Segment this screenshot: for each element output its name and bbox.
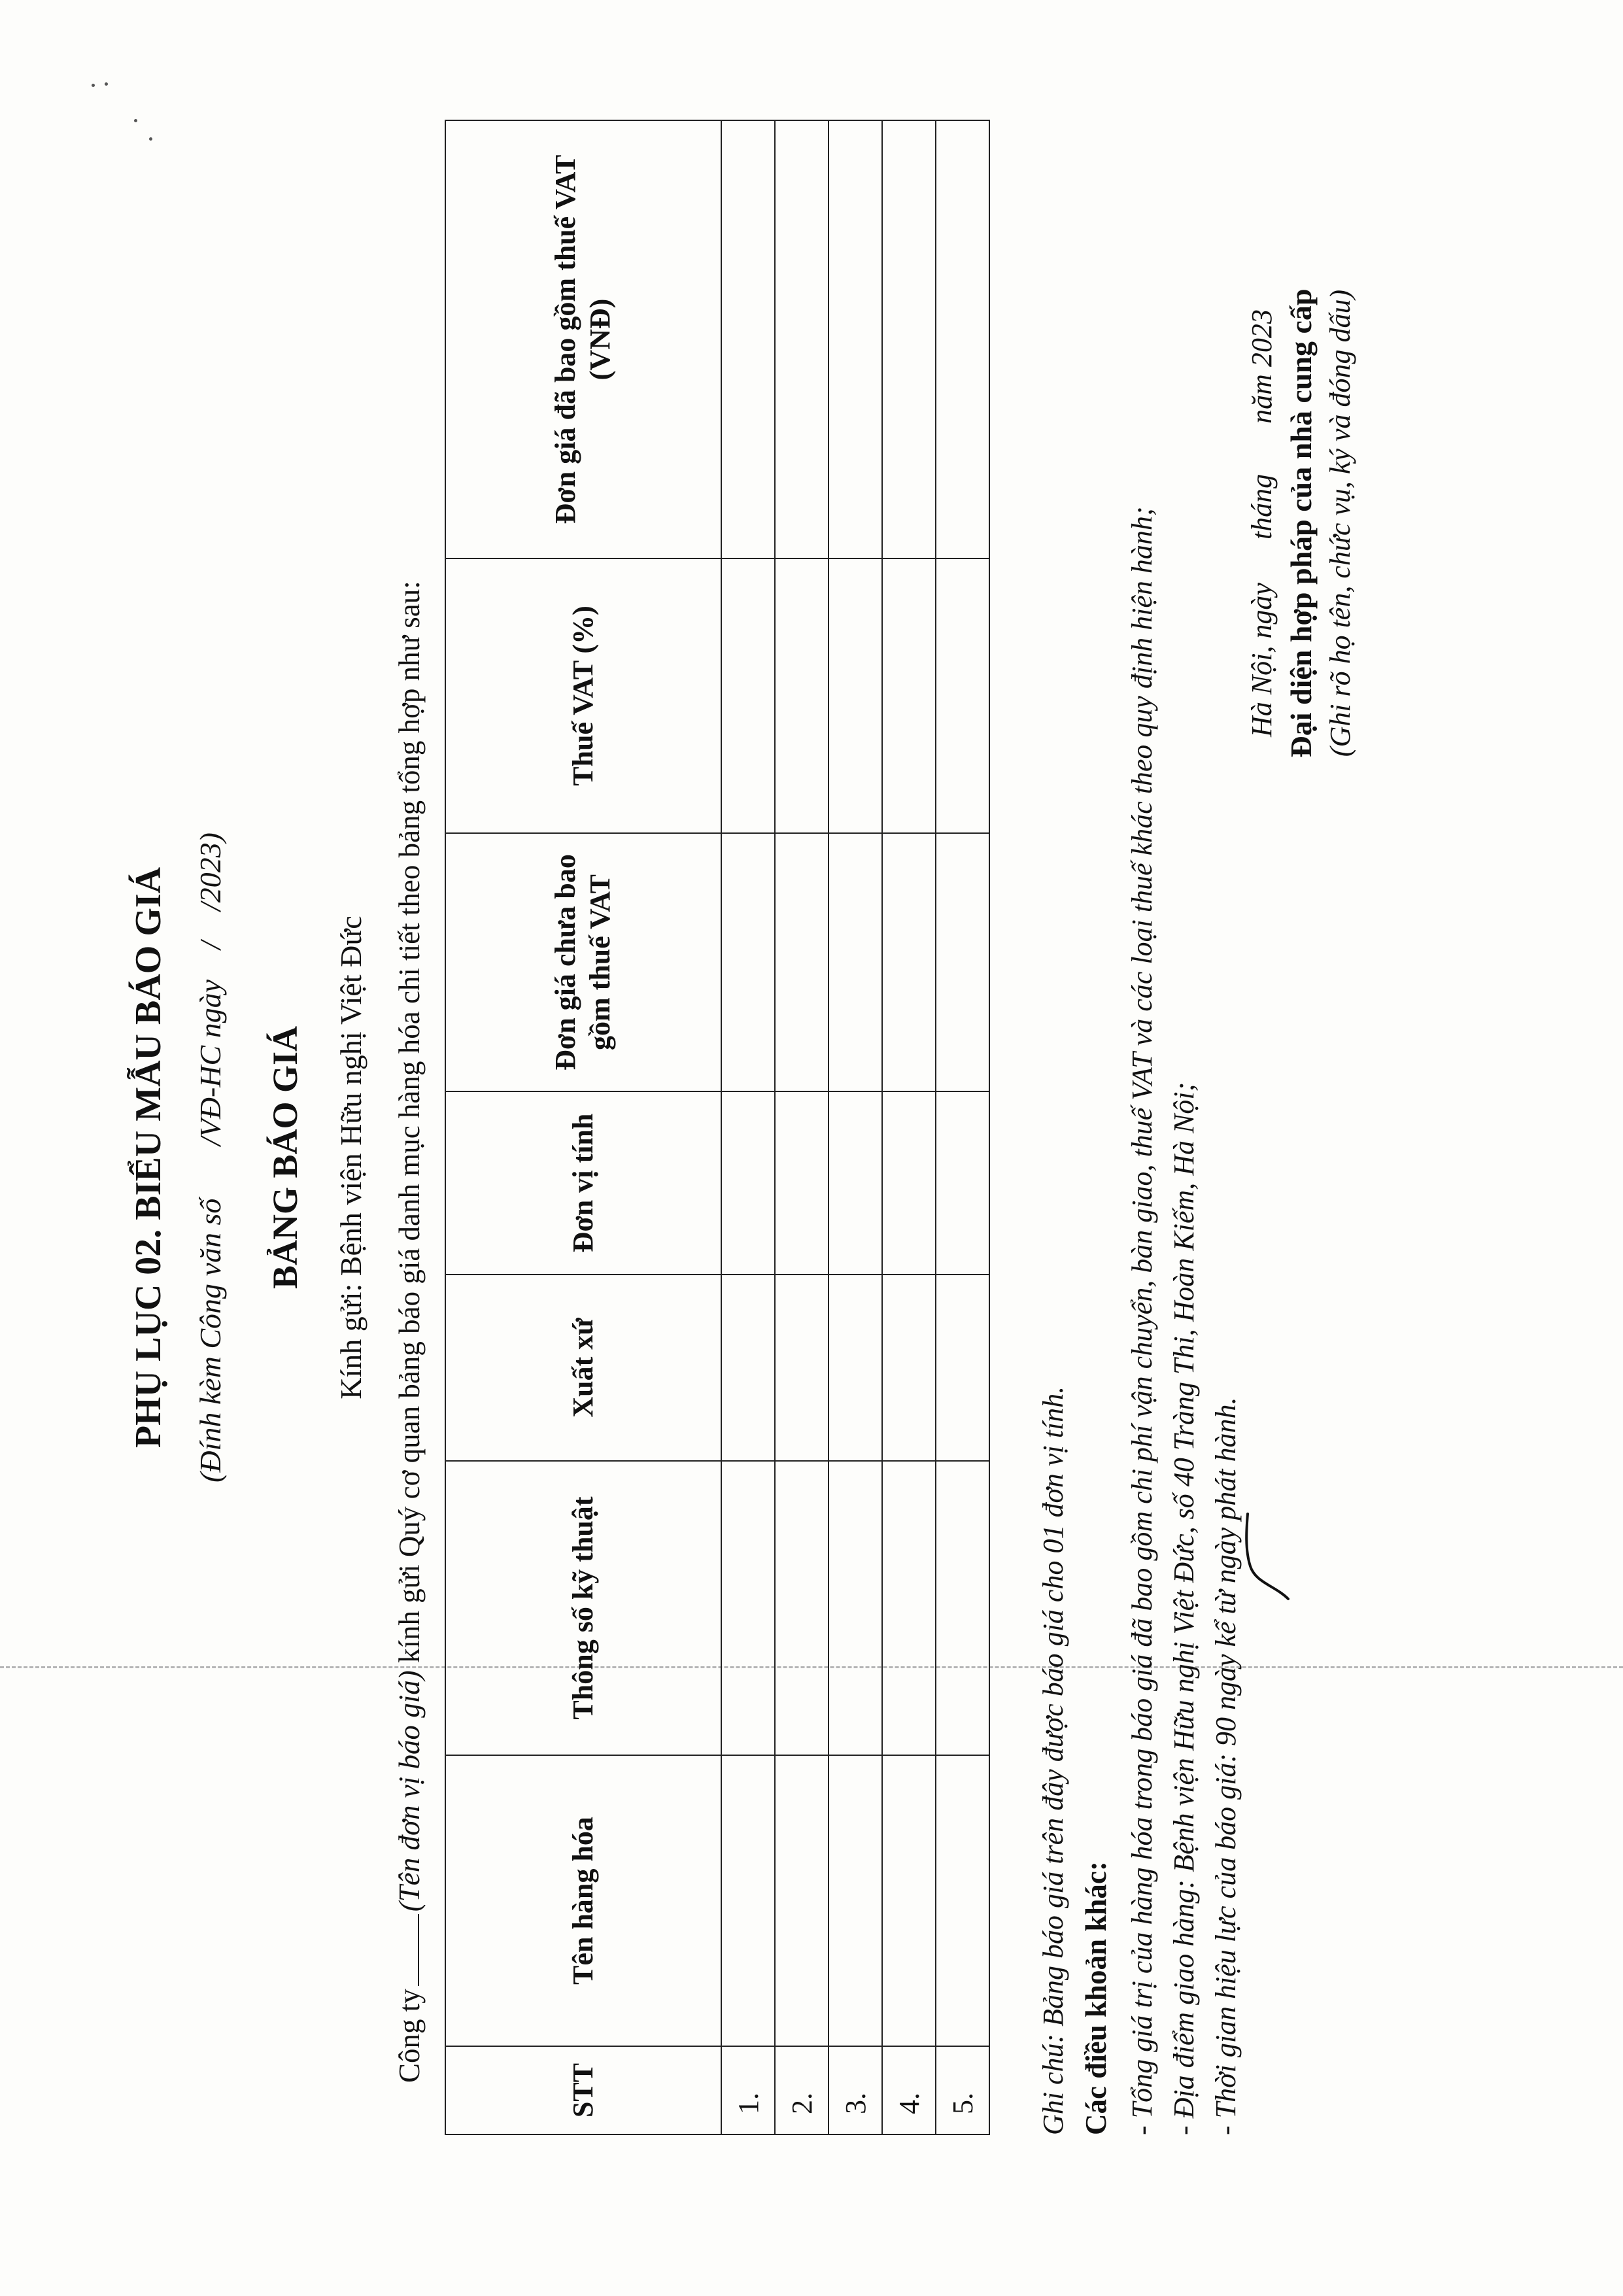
company-label: Công ty (393, 1989, 426, 2083)
row-number: 5. (936, 2046, 989, 2134)
table-row (721, 120, 775, 2134)
terms-title: Các điều khoản khác: (1080, 1861, 1112, 2135)
signature-note: (Ghi rõ họ tên, chức vụ, ký và đóng dấu) (1324, 289, 1356, 757)
row-number: 4. (882, 2046, 936, 2134)
table-cell[interactable] (882, 833, 936, 1091)
table-cell[interactable] (829, 1461, 882, 1755)
table-cell[interactable] (721, 1091, 775, 1275)
form-heading: BẢNG BÁO GIÁ (265, 1025, 305, 1290)
table-cell[interactable] (882, 558, 936, 833)
table-cell[interactable] (936, 1091, 989, 1275)
table-cell[interactable] (721, 558, 775, 833)
table-cell[interactable] (829, 1091, 882, 1275)
company-name-hint: (Tên đơn vị báo giá) (393, 1670, 426, 1912)
company-intro-line (392, 581, 426, 2083)
table-cell[interactable] (882, 120, 936, 558)
signature-block (1242, 150, 1360, 896)
table-cell[interactable] (721, 1755, 775, 2046)
rotated-quote-form (118, 85, 1491, 2230)
table-cell[interactable] (775, 120, 829, 558)
company-name-blank (418, 1914, 419, 1986)
table-row (936, 120, 989, 2134)
table-cell[interactable] (829, 558, 882, 833)
signature-title: Đại diện hợp pháp của nhà cung cấp (1284, 288, 1318, 758)
column-header-vat-rate: Thuế VAT (%) (445, 558, 721, 833)
table-cell[interactable] (721, 1275, 775, 1461)
table-cell[interactable] (882, 1275, 936, 1461)
column-header-specifications: Thông số kỹ thuật (445, 1461, 721, 1755)
scan-speck (105, 82, 108, 86)
pen-check-mark (1236, 1511, 1295, 1602)
column-header-origin: Xuất xứ (445, 1275, 721, 1461)
terms-list (1121, 506, 1247, 2135)
table-cell[interactable] (775, 1091, 829, 1275)
table-cell[interactable] (936, 1755, 989, 2046)
table-cell[interactable] (936, 120, 989, 558)
table-cell[interactable] (775, 1755, 829, 2046)
table-cell[interactable] (936, 833, 989, 1091)
list-item: - Thời gian hiệu lực của báo giá: 90 ngày kể từ ngày phát hành. (1205, 506, 1247, 2135)
table-header-row (445, 120, 721, 2134)
intro-text: kính gửi Quý cơ quan bảng báo giá danh mục hàng hóa chi tiết theo bảng tổng hợp như sau: (393, 581, 426, 1663)
list-item: - Địa điểm giao hàng: Bệnh viện Hữu nghị Việt Đức, số 40 Tràng Thi, Hoàn Kiếm, Hà Nội; (1163, 506, 1205, 2135)
signature-date-line: Hà Nội, ngày tháng năm 2023 (1246, 309, 1278, 737)
row-number: 2. (775, 2046, 829, 2134)
table-cell[interactable] (829, 1755, 882, 2046)
table-cell[interactable] (936, 1461, 989, 1755)
table-cell[interactable] (775, 833, 829, 1091)
row-number: 1. (721, 2046, 775, 2134)
table-cell[interactable] (775, 558, 829, 833)
column-header-price-excl-vat: Đơn giá chưa bao gồm thuế VAT (445, 833, 721, 1091)
table-row (775, 120, 829, 2134)
scan-speck (92, 84, 95, 87)
column-header-price-incl-vat: Đơn giá đã bao gồm thuế VAT (VNĐ) (445, 120, 721, 558)
table-cell[interactable] (775, 1461, 829, 1755)
table-footnote: Ghi chú: Bảng báo giá trên đây được báo giá cho 01 đơn vị tính. (1037, 1386, 1069, 2135)
attachment-reference: (Đính kèm Công văn số /VĐ-HC ngày / /2023) (194, 832, 227, 1482)
table-cell[interactable] (882, 1091, 936, 1275)
table-cell[interactable] (721, 1461, 775, 1755)
column-header-product-name: Tên hàng hóa (445, 1755, 721, 2046)
recipient-line: Kính gửi: Bệnh viện Hữu nghị Việt Đức (334, 916, 367, 1399)
table-cell[interactable] (721, 120, 775, 558)
table-cell[interactable] (882, 1461, 936, 1755)
table-cell[interactable] (829, 1275, 882, 1461)
table-cell[interactable] (721, 833, 775, 1091)
table-row (829, 120, 882, 2134)
table-cell[interactable] (882, 1755, 936, 2046)
list-item: - Tổng giá trị của hàng hóa trong báo giá đã bao gồm chi phí vận chuyển, bàn giao, thuế VAT và các loại thuế khác theo quy định hiện hành; (1121, 506, 1163, 2135)
table-cell[interactable] (936, 1275, 989, 1461)
table-cell[interactable] (775, 1275, 829, 1461)
table-cell[interactable] (936, 558, 989, 833)
quote-table (445, 120, 990, 2135)
column-header-stt: STT (445, 2046, 721, 2134)
row-number: 3. (829, 2046, 882, 2134)
table-cell[interactable] (829, 120, 882, 558)
table-cell[interactable] (829, 833, 882, 1091)
column-header-unit: Đơn vị tính (445, 1091, 721, 1275)
table-row (882, 120, 936, 2134)
appendix-title: PHỤ LỤC 02. BIỂU MẪU BÁO GIÁ (128, 866, 169, 1448)
